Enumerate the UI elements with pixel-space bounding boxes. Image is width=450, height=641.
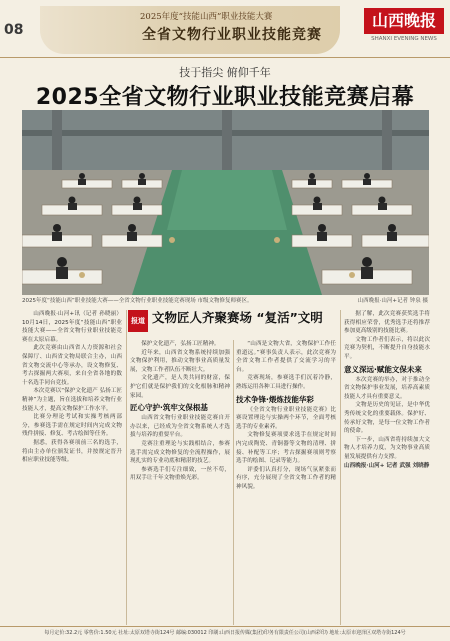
paragraph: 竞赛现场，参赛选手们沉着冷静，熟练运用各种工具进行操作。 — [236, 375, 336, 390]
paragraph: 此次竞赛由山西省人力资源和社会保障厅、山西省文物局联合主办，山西省文物交流中心等承办，设文物修复、考古探掘两大赛项，来自全省各地的数十名选手同台竞技。 — [22, 345, 122, 386]
article-column-2 — [130, 340, 230, 625]
page-number: 08 — [4, 22, 24, 38]
article-column-4 — [344, 310, 430, 625]
paragraph: 文物工作者们表示，将以此次竞赛为契机，不断提升自身技能水平。 — [344, 336, 430, 360]
section-heading: 意义深远·赋能文保未来 — [344, 364, 422, 374]
paragraph: 本次竞赛的举办，对于推动全省文物保护事业发展，培养高素质技能人才具有重要意义。 — [344, 376, 430, 400]
paragraph: 下一步，山西省将持续加大文物人才培养力度，为文物事业高质量发展提供有力支撑。 — [344, 436, 430, 460]
paragraph: 近年来，山西省文物系统持续加强文物保护利用，推动文物事业高质量发展，文物工作者队伍不断壮大。 — [130, 349, 230, 373]
article-column-1 — [22, 310, 122, 625]
column-divider — [340, 310, 341, 625]
masthead — [0, 0, 450, 58]
paragraph: 文化遗产，是人类共同的财富，保护它们就是保护我们的文化根脉和精神家园。 — [130, 375, 230, 399]
paragraph: 竞赛注重理论与实践相结合，参赛选手需完成文物修复的全流程操作，展现扎实的专业功底和精湛的技艺。 — [130, 440, 230, 465]
competition-photo — [22, 110, 429, 295]
photo-caption: 2025年度“技能山西”职业技能大赛——全省文物行业职业技能竞赛现场 市级文物修复师赛区。 — [22, 298, 253, 304]
header-tagline: 2025年度“技能山西”职业技能大赛 — [140, 12, 273, 22]
paragraph: “山西是文物大省，文物保护工作任重道远。”赛事负责人表示，此次竞赛为全省文物工作者提供了交流学习的平台。 — [236, 341, 336, 373]
byline: 山西晚报·山河+ 记者 武强 刘晓静 — [344, 462, 430, 469]
newspaper-logo-subtitle: SHANXI EVENING NEWS — [371, 36, 437, 42]
photo-credit: 山西晚报·山河+记者 钟泉 摄 — [357, 298, 428, 304]
paragraph: 比赛分理论考试和实操考核两部分，参赛选手需在规定时间内完成文物残件拼接、修复、考古绘图等任务。 — [22, 414, 122, 438]
article-kicker: 技于指尖 俯仰千年 — [179, 66, 271, 79]
paragraph: 文物是历史的见证，是中华优秀传统文化的重要载体。保护好、传承好文物，是每一位文物工作者的使命。 — [344, 402, 430, 435]
header-title: 全省文物行业职业技能竞赛 — [142, 27, 322, 43]
paragraph: 山西晚报·山河+讯（记者 孙晓丽）10月14日，2025年度“技能山西”职业技能大赛——全省文物行业职业技能竞赛在太原启幕。 — [22, 311, 122, 343]
column-divider — [233, 340, 234, 625]
section-badge: 报道 — [128, 310, 148, 332]
paragraph: 山西省文物行业职业技能竞赛自开办以来，已经成为全省文物系统人才选拔与培养的重要平台。 — [130, 415, 230, 439]
paragraph: 参赛选手们专注细致，一丝不苟，用双手让千年文物重焕光彩。 — [130, 466, 230, 482]
competition-hall-illustration — [22, 110, 429, 295]
section-heading: 匠心守护·筑牢文保根基 — [130, 403, 208, 413]
article-headline: 2025全省文物行业职业技能竞赛启幕 — [35, 85, 415, 110]
header-divider — [0, 57, 450, 58]
paragraph: 据了解，此次竞赛获奖选手将获得相应荣誉，优秀选手还将推荐参加更高级别的技能比赛。 — [344, 311, 430, 335]
paragraph: 本次竞赛以“保护文化遗产 弘扬工匠精神”为主题，旨在选拔和培养文物行业技能人才，提高文物保护工作水平。 — [22, 388, 122, 412]
paragraph: 评委们认真打分，现场气氛紧张而有序，充分展现了全省文物工作者的精神风貌。 — [236, 466, 336, 490]
paragraph: 《全省文物行业职业技能竞赛》比赛设置理论与实操两个环节，全面考核选手的专业素养。 — [236, 406, 336, 430]
paragraph: 保护文化遗产，弘扬工匠精神。 — [141, 341, 220, 347]
page-footer: 每月定价:32.2元 零售价:1.50元 社址:太原双塔寺街124号 邮编:030012 印刷:山西日报传媒(集团)印务有限责任公司(山西彩印) 地址:太原市迎泽区双塔寺街124号 — [0, 626, 450, 641]
newspaper-logo: 山西晚报 — [364, 8, 444, 34]
paragraph: 据悉，获得各赛项前三名的选手，将由主办单位颁发证书，并按规定晋升相应职业技能等级。 — [22, 439, 122, 464]
paragraph: 文物修复赛项要求选手在规定时间内完成陶瓷、青铜器等文物的清理、拼接、补配等工序；考古探掘赛项则考察选手的绘图、记录等能力。 — [236, 432, 336, 465]
column-divider — [126, 310, 127, 625]
article-subhead: 文物匠人齐聚赛场 “复活”文明 — [152, 310, 323, 325]
article-column-3 — [236, 340, 336, 625]
section-heading: 技术争锋·煨炼技能华彩 — [236, 394, 314, 404]
